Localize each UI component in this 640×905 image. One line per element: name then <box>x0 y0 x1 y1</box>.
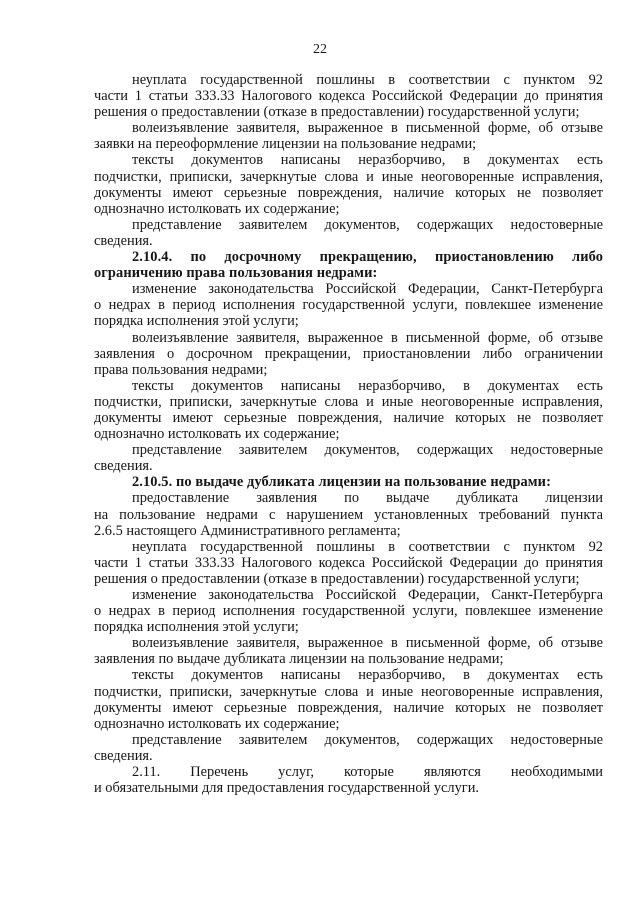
paragraph <box>94 667 603 731</box>
text-line: изменение законодательства Российской Федерации, Санкт-Петербурга <box>132 587 603 603</box>
text-line: представление заявителем документов, содержащих недостоверные <box>132 442 603 459</box>
text-line: сведения. <box>94 747 153 764</box>
paragraph <box>94 72 603 120</box>
paragraph <box>94 490 603 538</box>
text-line: волеизъявление заявителя, выраженное в письменной форме, об отзыве <box>132 120 603 137</box>
text-line: подчистки, приписки, зачеркнутые слова и иные неоговоренные исправления, <box>94 393 603 410</box>
text-line: подчистки, приписки, зачеркнутые слова и иные неоговоренные исправления, <box>94 683 603 700</box>
paragraph <box>94 539 603 587</box>
text-line: изменение законодательства Российской Федерации, Санкт-Петербурга <box>132 281 603 298</box>
text-line: части 1 статьи 333.33 Налогового кодекса Российской Федерации до принятия <box>94 88 603 105</box>
text-line: решения о предоставлении (отказе в предоставлении) государственной услуги; <box>94 570 580 587</box>
text-line: ограничению права пользования недрами: <box>94 265 378 282</box>
text-line: документы имеют серьезные повреждения, наличие которых не позволяет <box>94 699 603 716</box>
text-line: решения о предоставлении (отказе в предоставлении) государственной услуги; <box>94 104 580 121</box>
paragraph <box>94 152 603 216</box>
text-line: и обязательными для предоставления государственной услуги. <box>94 780 480 797</box>
section-heading <box>94 474 603 490</box>
text-line: права пользования недрами; <box>94 361 268 378</box>
paragraph <box>94 732 603 764</box>
text-line: неуплата государственной пошлины в соответствии с пунктом 92 <box>132 72 603 88</box>
text-line: документы имеют серьезные повреждения, наличие которых не позволяет <box>94 409 603 426</box>
section-heading <box>94 249 603 281</box>
text-line: сведения. <box>94 458 153 475</box>
text-line: заявки на переоформление лицензии на пользование недрами; <box>94 136 477 153</box>
text-line: 2.6.5 настоящего Административного регламента; <box>94 522 401 539</box>
text-line: неуплата государственной пошлины в соответствии с пунктом 92 <box>132 538 603 555</box>
text-line: 2.10.5. по выдаче дубликата лицензии на пользование недрами: <box>132 474 551 491</box>
paragraph <box>94 217 603 249</box>
text-line: представление заявителем документов, содержащих недостоверные <box>132 216 603 233</box>
paragraph <box>94 587 603 635</box>
document-body <box>94 72 603 796</box>
text-line: волеизъявление заявителя, выраженное в письменной форме, об отзыве <box>132 635 603 652</box>
paragraph <box>94 120 603 152</box>
text-line: документы имеют серьезные повреждения, наличие которых не позволяет <box>94 184 603 201</box>
page-number: 22 <box>313 42 327 57</box>
text-line: волеизъявление заявителя, выраженное в письменной форме, об отзыве <box>132 329 603 346</box>
text-line: части 1 статьи 333.33 Налогового кодекса Российской Федерации до принятия <box>94 554 603 571</box>
text-line: подчистки, приписки, зачеркнутые слова и иные неоговоренные исправления, <box>94 168 603 185</box>
paragraph <box>94 764 603 796</box>
text-line: сведения. <box>94 232 153 249</box>
text-line: предоставление заявления по выдаче дубликата лицензии <box>132 490 603 507</box>
text-line: представление заявителем документов, содержащих недостоверные <box>132 731 603 748</box>
paragraph <box>94 378 603 442</box>
text-line: однозначно истолковать их содержание; <box>94 200 340 217</box>
paragraph <box>94 635 603 667</box>
text-line: однозначно истолковать их содержание; <box>94 715 340 732</box>
text-line: о недрах в период исполнения государственной услуги, повлекшее изменение <box>94 297 603 314</box>
text-line: тексты документов написаны неразборчиво, в документах есть <box>132 152 603 169</box>
paragraph <box>94 281 603 329</box>
text-line: тексты документов написаны неразборчиво, в документах есть <box>132 377 603 394</box>
text-line: заявления по выдаче дубликата лицензии на пользование недрами; <box>94 651 504 668</box>
text-line: однозначно истолковать их содержание; <box>94 426 340 443</box>
text-line: порядка исполнения этой услуги; <box>94 313 299 330</box>
text-line: о недрах в период исполнения государственной услуги, повлекшее изменение <box>94 603 603 620</box>
paragraph <box>94 442 603 474</box>
paragraph <box>94 330 603 378</box>
text-line: 2.11. Перечень услуг, которые являются необходимыми <box>132 764 603 781</box>
text-line: заявления о досрочном прекращении, приостановлении либо ограничении <box>94 345 603 362</box>
text-line: 2.10.4. по досрочному прекращению, приостановлению либо <box>132 249 603 266</box>
text-line: порядка исполнения этой услуги; <box>94 619 299 636</box>
text-line: тексты документов написаны неразборчиво, в документах есть <box>132 667 603 684</box>
text-line: на пользование недрами с нарушением установленных требований пункта <box>94 506 603 523</box>
